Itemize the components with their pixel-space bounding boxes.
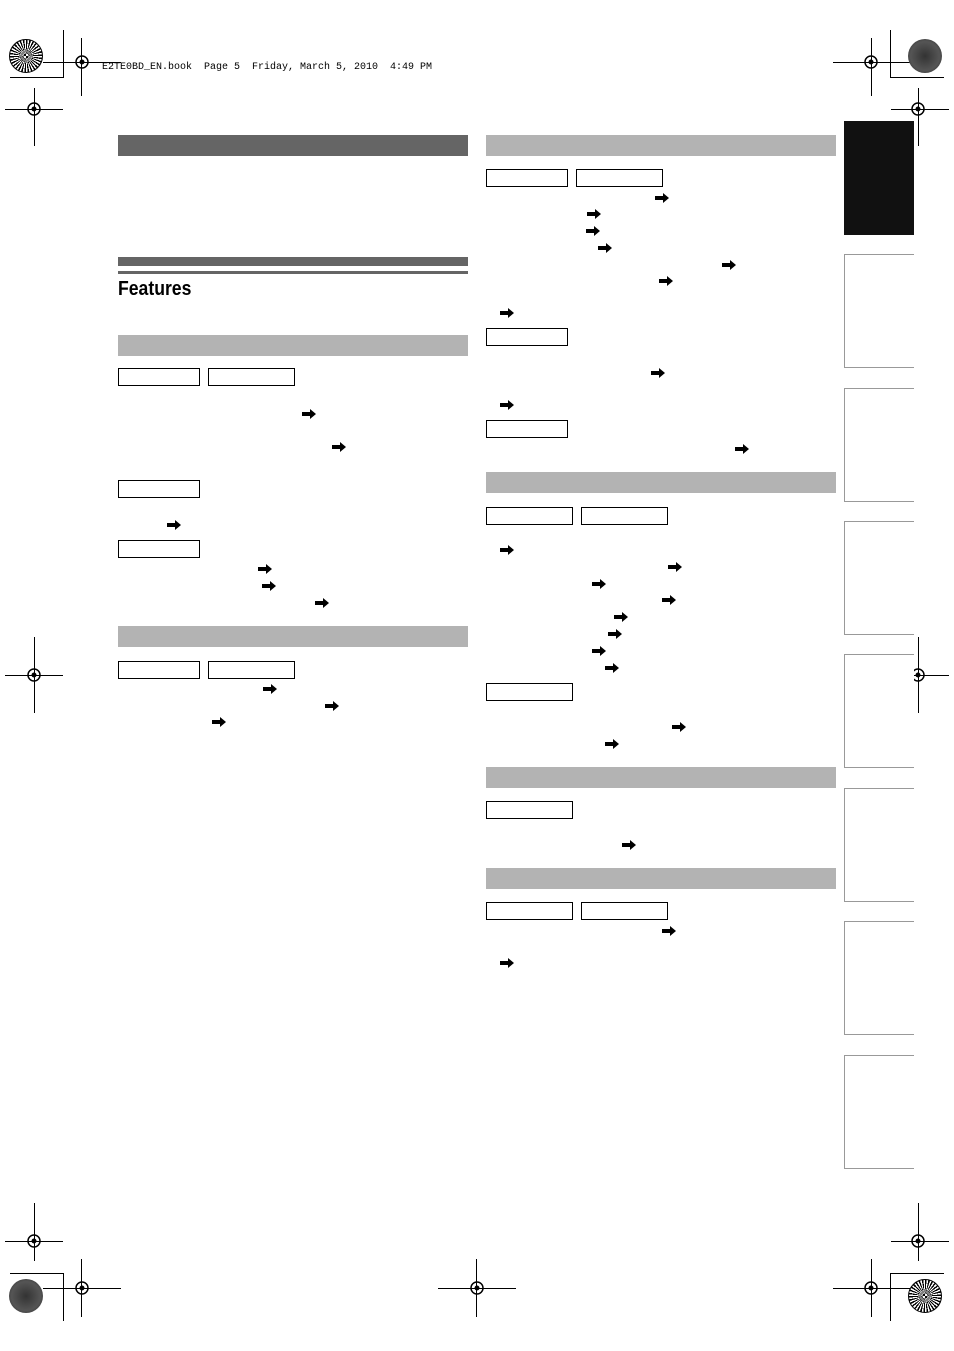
chapter-tab[interactable] [844,1055,914,1169]
feature-group-bar [118,335,468,356]
crosshair-target-icon [71,1277,93,1299]
format-label-box [118,540,200,558]
right-arrow-icon [668,562,682,572]
chapter-tab[interactable] [844,388,914,502]
right-arrow-icon [302,409,316,419]
right-arrow-icon [258,564,272,574]
sunburst-icon [908,39,942,73]
sunburst-icon [908,1279,942,1313]
right-arrow-icon [262,581,276,591]
right-arrow-icon [622,840,636,850]
right-arrow-icon [672,722,686,732]
right-arrow-icon [167,520,181,530]
section-bar-dark [118,135,468,156]
right-arrow-icon [592,646,606,656]
right-arrow-icon [608,629,622,639]
chapter-tab[interactable] [844,254,914,368]
section-rule [118,257,468,266]
format-label-box [118,368,200,386]
right-arrow-icon [659,276,673,286]
format-label-box [118,480,200,498]
crosshair-target-icon [23,1230,45,1252]
chapter-tab-active[interactable] [844,121,914,235]
right-arrow-icon [325,701,339,711]
chapter-tab[interactable] [844,921,914,1035]
format-label-box [486,420,568,438]
right-arrow-icon [500,400,514,410]
right-arrow-icon [332,442,346,452]
format-label-box [486,169,568,187]
format-label-box [118,661,200,679]
feature-group-bar [486,472,836,493]
right-arrow-icon [315,598,329,608]
crosshair-target-icon [860,51,882,73]
crosshair-target-icon [860,1277,882,1299]
format-label-box [576,169,663,187]
feature-group-bar [118,626,468,647]
right-arrow-icon [587,209,601,219]
format-label-box [486,801,573,819]
feature-group-bar [486,868,836,889]
right-arrow-icon [662,926,676,936]
format-label-box [208,661,295,679]
right-arrow-icon [655,193,669,203]
format-label-box [581,902,668,920]
crosshair-target-icon [23,98,45,120]
right-arrow-icon [586,226,600,236]
right-arrow-icon [651,368,665,378]
right-arrow-icon [598,243,612,253]
crosshair-target-icon [907,1230,929,1252]
right-arrow-icon [500,545,514,555]
crosshair-target-icon [71,51,93,73]
crosshair-target-icon [466,1277,488,1299]
right-arrow-icon [614,612,628,622]
format-label-box [486,507,573,525]
feature-group-bar [486,135,836,156]
right-arrow-icon [500,308,514,318]
right-arrow-icon [605,663,619,673]
file-info-header: E2TE0BD_EN.book Page 5 Friday, March 5, 2010 4:49 PM [102,62,433,73]
format-label-box [486,328,568,346]
sunburst-icon [9,1279,43,1313]
right-arrow-icon [605,739,619,749]
chapter-tab[interactable] [844,788,914,902]
crosshair-target-icon [23,664,45,686]
chapter-tab[interactable] [844,654,914,768]
format-label-box [486,902,573,920]
right-arrow-icon [722,260,736,270]
right-arrow-icon [500,958,514,968]
crosshair-target-icon [907,98,929,120]
format-label-box [486,683,573,701]
right-arrow-icon [592,579,606,589]
sunburst-icon [9,39,43,73]
right-arrow-icon [263,684,277,694]
feature-group-bar [486,767,836,788]
right-arrow-icon [212,717,226,727]
format-label-box [581,507,668,525]
right-arrow-icon [735,444,749,454]
right-arrow-icon [662,595,676,605]
features-heading: Features [118,278,192,300]
format-label-box [208,368,295,386]
chapter-tab[interactable] [844,521,914,635]
section-rule-thin [118,271,468,274]
